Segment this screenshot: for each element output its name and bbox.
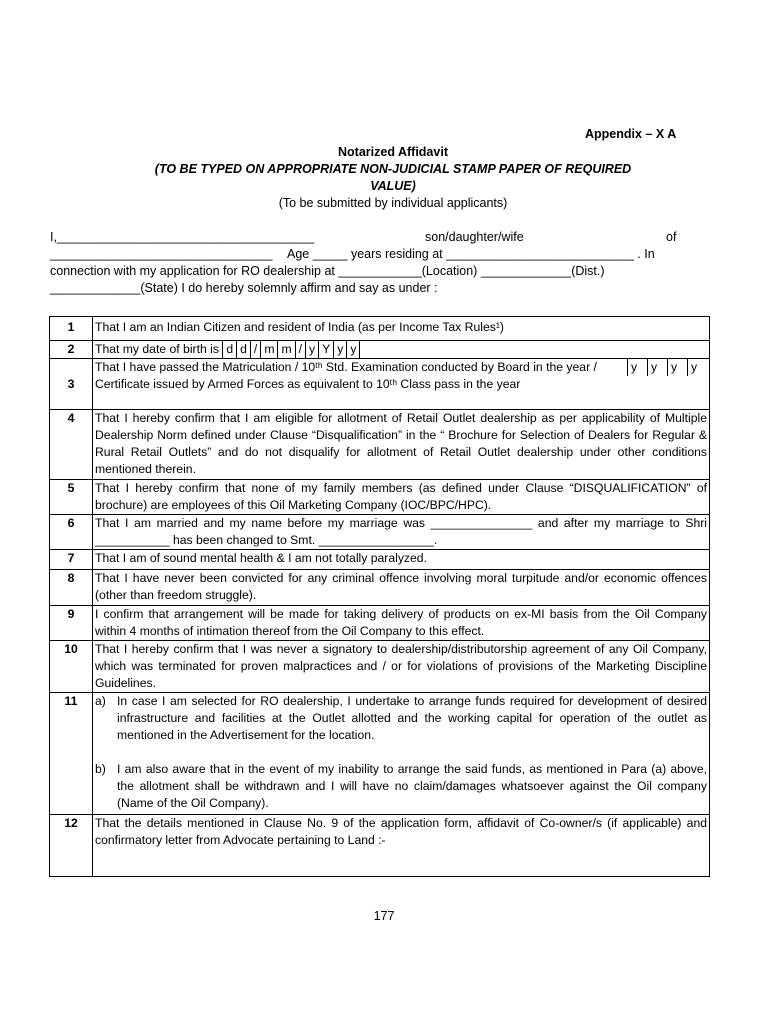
row-text: That I hereby confirm that I am eligible for allotment of Retail Outlet dealership as per applicability of Multiple Dealership Norm defined under Clause “Disqualification” in the “ Brochure for Selection of Dealers for Regular & Rural Retail Outlets” and do not disqualify for allotment of Retail Outlet dealership under other conditions mentioned therein. [93,410,710,480]
year-box: y [647,359,667,376]
clause-b-text: I am also aware that in the event of my inability to arrange the said funds, as mentioned in Para (a) above, the allotment shall be withdrawn and I will have no claim/damages whatsoever against the Oil company (Name of the Oil Company). [117,762,707,810]
table-row [50,480,710,515]
row-number: 8 [50,570,93,606]
intro-name-blank: I,_____________________________________ [50,230,315,244]
dob-year-box: y [346,341,360,358]
affidavit-table [49,316,710,877]
table-row [50,410,710,480]
intro-parent-blank: ________________________________ [50,247,273,261]
row-text: That I hereby confirm that none of my family members (as defined under Clause “DISQUALIFICATION” of brochure) are employees of this Oil Marketing Company (IOC/BPC/HPC). [93,480,710,515]
clause-b [95,761,707,812]
row-number: 10 [50,641,93,693]
intro-of: of [666,230,677,244]
dob-day-box: d [236,341,250,358]
document-title: Notarized Affidavit [338,145,448,159]
table-row [50,341,710,359]
intro-affirm-line: _____________(State) I do hereby solemnly affirm and say as under : [50,281,438,295]
row-number: 1 [50,317,93,341]
dob-year-box: y [305,341,318,358]
row-number: 7 [50,550,93,570]
intro-age-address: Age _____ years residing at ___________________________ . In [287,247,655,261]
year-box: y [687,359,707,376]
matriculation-cell [93,359,710,410]
dob-year-box: Y [318,341,333,358]
instruction-line-2: VALUE) [370,179,416,193]
intro-paragraph [50,229,680,299]
row-text: I confirm that arrangement will be made for taking delivery of products on ex-MI basis from the Oil Company within 4 months of intimation thereof from the Oil Company to this effect. [93,606,710,641]
row-number: 12 [50,815,93,877]
row-text: That I am of sound mental health & I am not totally paralyzed. [93,550,710,570]
row-text: That the details mentioned in Clause No. 9 of the application form, affidavit of Co-owner/s (if applicable) and confirmatory letter from Advocate pertaining to Land :- [93,815,710,877]
table-row [50,693,710,815]
row-text: That I hereby confirm that I was never a signatory to dealership/distributorship agreement of any Oil Company, which was terminated for proven malpractices and / or for violations of provisions of the Marketing Discipline Guidelines. [93,641,710,693]
appendix-label: Appendix – X A [585,127,677,141]
date-of-birth-cell [93,341,710,359]
table-row [50,606,710,641]
table-row [50,815,710,877]
row-number: 9 [50,606,93,641]
clause-a [95,693,707,744]
dob-month-box: m [260,341,277,358]
row-number: 3 [50,359,93,410]
row-number: 5 [50,480,93,515]
clause-b-label: b) [95,762,106,776]
passing-year-boxes [627,359,707,376]
row-text: That I am married and my name before my marriage was _______________ and after my marriage to Shri ___________ has been changed to Smt. _________________. [93,515,710,550]
dob-separator: / [250,341,260,358]
row-number: 11 [50,693,93,815]
row-text: That I am an Indian Citizen and resident of India (as per Income Tax Rules¹) [93,317,710,341]
submission-note: (To be submitted by individual applicants) [278,196,508,210]
row-number: 6 [50,515,93,550]
page-number: 177 [373,909,395,923]
table-row [50,317,710,341]
table-row [50,570,710,606]
row-text: That I have never been convicted for any criminal offence involving moral turpitude and/or economic offences (other than freedom struggle). [93,570,710,606]
table-row [50,359,710,410]
dob-year-box: y [333,341,346,358]
dob-day-box: d [222,341,236,358]
table-row [50,550,710,570]
intro-relation: son/daughter/wife [425,230,524,244]
stamp-paper-instruction [150,161,636,195]
clause-a-label: a) [95,694,106,708]
row-number: 4 [50,410,93,480]
row-text: That I have passed the Matriculation / 10ᵗʰ Std. Examination conducted by Board in the year / Certificate issued by Armed Forces as equivalent to 10ᵗʰ Class pass in the year [95,360,597,391]
table-row [50,641,710,693]
clause-a-text: In case I am selected for RO dealership, I undertake to arrange funds required for development of desired infrastructure and facilities at the Outlet allotted and the working capital for operation of the outlet as mentioned in the Advertisement for the location. [117,694,707,742]
dob-separator: / [295,341,305,358]
dob-month-box: m [277,341,294,358]
year-box: y [627,359,647,376]
year-box: y [667,359,687,376]
table-row [50,515,710,550]
instruction-line-1: (TO BE TYPED ON APPROPRIATE NON-JUDICIAL STAMP PAPER OF REQUIRED [154,162,632,176]
funds-clause-cell [93,693,710,815]
row-text: That my date of birth is [95,342,219,356]
row-number: 2 [50,341,93,359]
intro-location-line: connection with my application for RO dealership at ____________(Location) _____________(Dist.) [50,264,605,278]
